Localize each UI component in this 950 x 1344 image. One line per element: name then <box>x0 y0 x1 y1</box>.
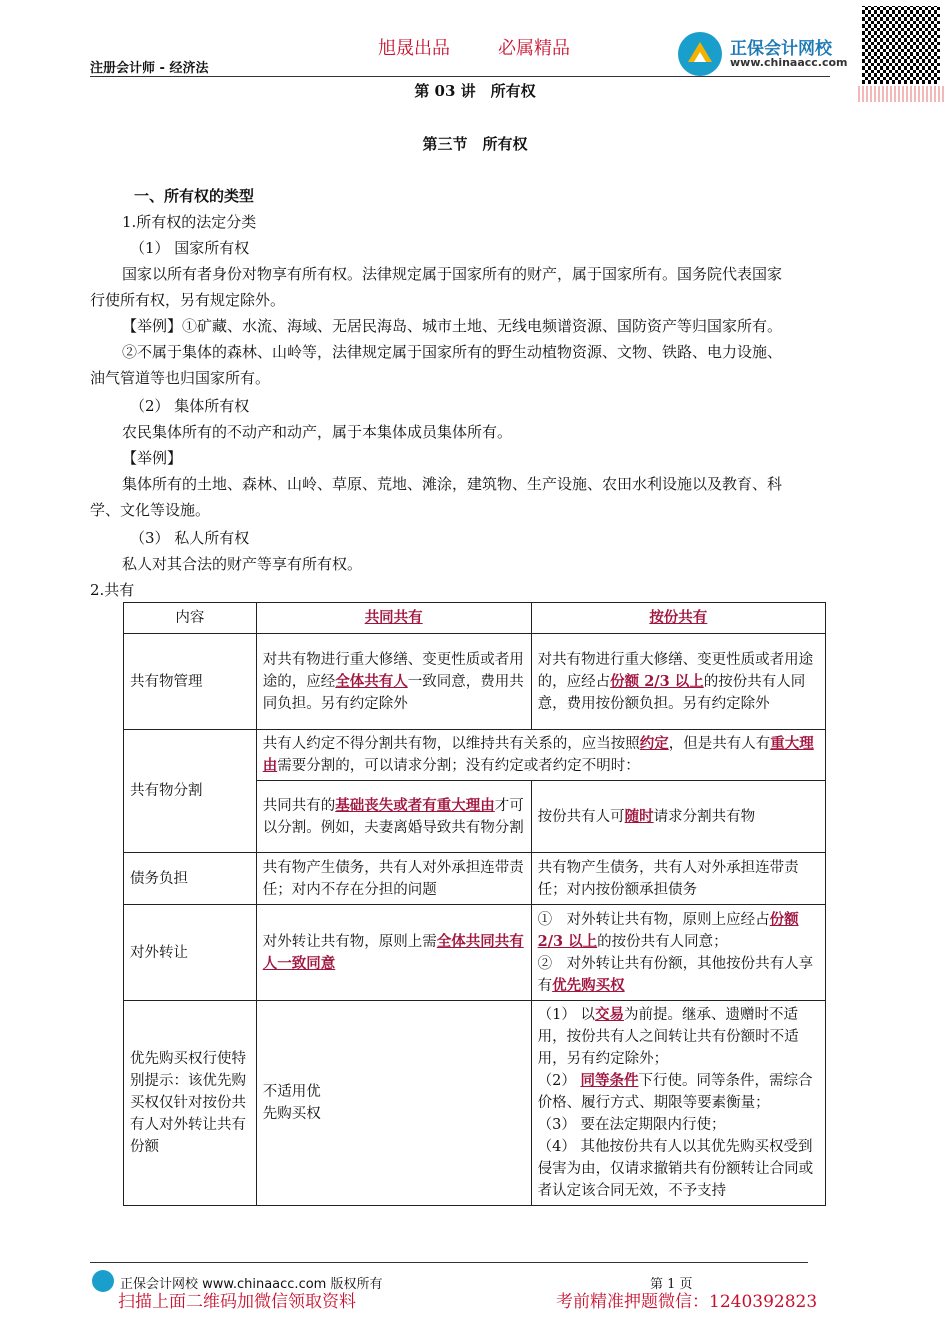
table-cell: 对共有物进行重大修缮、变更性质或者用途的，应经全体共有人一致同意，费用共同负担。另有约定除外 <box>256 634 531 730</box>
subheading-collective-ownership: （2） 集体所有权 <box>130 397 250 415</box>
paragraph: 油气管道等也归国家所有。 <box>90 369 271 387</box>
footer-copyright: 正保会计网校 www.chinaacc.com 版权所有 <box>120 1277 383 1292</box>
paragraph: 学、文化等设施。 <box>90 501 211 519</box>
row-label: 对外转让 <box>124 905 257 1001</box>
logo-url: www.chinaacc.com <box>730 56 848 69</box>
footer-logo-icon <box>92 1270 114 1292</box>
logo-mark-icon <box>678 32 722 76</box>
promo-right: 考前精准押题微信：1240392823 <box>556 1292 818 1312</box>
slogan-left: 旭晟出品 <box>378 38 450 59</box>
table-cell: ① 对外转让共有物，原则上应经占份额 2/3 以上的按份共有人同意； ② 对外转让共有份额，其他按份共有人享有优先购买权 <box>531 905 825 1001</box>
paragraph: 国家以所有者身份对物享有所有权。法律规定属于国家所有的财产，属于国家所有。国务院代表国家 <box>122 265 783 283</box>
row-label: 共有物分割 <box>124 730 257 853</box>
row-label: 共有物管理 <box>124 634 257 730</box>
footer-divider <box>90 1262 808 1263</box>
table-cell: 共有人约定不得分割共有物，以维持共有关系的，应当按照约定，但是共有人有重大理由需要分割的，可以请求分割；没有约定或者约定不明时： <box>256 730 825 781</box>
section-title: 第三节 所有权 <box>422 135 528 153</box>
paragraph-example: 【举例】①矿藏、水流、海域、无居民海岛、城市土地、无线电频谱资源、国防资产等归国家所有。 <box>122 317 783 335</box>
co-ownership-table <box>123 602 826 1206</box>
paragraph: ②不属于集体的森林、山岭等，法律规定属于国家所有的野生动植物资源、文物、铁路、电力设施、 <box>122 343 783 361</box>
table-cell: 对外转让共有物，原则上需全体共同共有人一致同意 <box>256 905 531 1001</box>
subheading-state-ownership: （1） 国家所有权 <box>130 239 250 257</box>
table-cell: （1） 以交易为前提。继承、遗赠时不适用，按份共有人之间转让共有份额时不适用，另有约定除外； （2） 同等条件下行使。同等条件，需综合价格、履行方式、期限等要素衡量； （3） 要在法定期限内行使； （4） 其他按份共有人以其优先购买权受到侵害为由，仅请求撤销共有份额转让合同或者认定该合同无效，不予支持 <box>531 1001 825 1206</box>
page-number: 第 1 页 <box>650 1277 693 1292</box>
table-header-cell: 共同共有 <box>256 603 531 634</box>
promo-left: 扫描上面二维码加微信领取资料 <box>118 1292 356 1312</box>
heading-ownership-types: 一、所有权的类型 <box>134 187 255 205</box>
subheading-private-ownership: （3） 私人所有权 <box>130 529 250 547</box>
table-cell: 对共有物进行重大修缮、变更性质或者用途的，应经占份额 2/3 以上的按份共有人同意，费用按份额负担。另有约定除外 <box>531 634 825 730</box>
table-row <box>124 730 826 781</box>
table-row <box>124 634 826 730</box>
subheading-legal-classification: 1.所有权的法定分类 <box>122 213 257 231</box>
paragraph-example: 【举例】 <box>122 449 183 467</box>
paragraph: 私人对其合法的财产等享有所有权。 <box>122 555 363 573</box>
table-header-cell: 按份共有 <box>531 603 825 634</box>
table-row <box>124 1001 826 1206</box>
table-header-cell: 内容 <box>124 603 257 634</box>
course-name: 注册会计师 - 经济法 <box>90 61 209 76</box>
table-row <box>124 905 826 1001</box>
table-cell: 不适用优 先购买权 <box>256 1001 531 1206</box>
subheading-co-ownership: 2.共有 <box>90 581 135 599</box>
paragraph: 行使所有权，另有规定除外。 <box>90 291 286 309</box>
table-row <box>124 853 826 905</box>
paragraph: 农民集体所有的不动产和动产，属于本集体成员集体所有。 <box>122 423 513 441</box>
row-label: 优先购买权行使特别提示：该优先购买权仅针对按份共有人对外转让共有份额 <box>124 1001 257 1206</box>
slogan-right: 必属精品 <box>498 38 570 59</box>
table-cell: 共同共有的基础丧失或者有重大理由才可以分割。例如，夫妻离婚导致共有物分割 <box>256 781 531 853</box>
table-cell: 共有物产生债务，共有人对外承担连带责任；对内按份额承担债务 <box>531 853 825 905</box>
header-divider <box>90 76 830 77</box>
table-cell: 共有物产生债务，共有人对外承担连带责任；对内不存在分担的问题 <box>256 853 531 905</box>
logo-text: 正保会计网校 <box>730 39 832 59</box>
table-cell: 按份共有人可随时请求分割共有物 <box>531 781 825 853</box>
paragraph: 集体所有的土地、森林、山岭、草原、荒地、滩涂，建筑物、生产设施、农田水利设施以及教育、科 <box>122 475 783 493</box>
qr-code-icon <box>862 6 940 84</box>
row-label: 债务负担 <box>124 853 257 905</box>
lecture-title: 第 03 讲 所有权 <box>414 82 536 100</box>
table-header-row <box>124 603 826 634</box>
